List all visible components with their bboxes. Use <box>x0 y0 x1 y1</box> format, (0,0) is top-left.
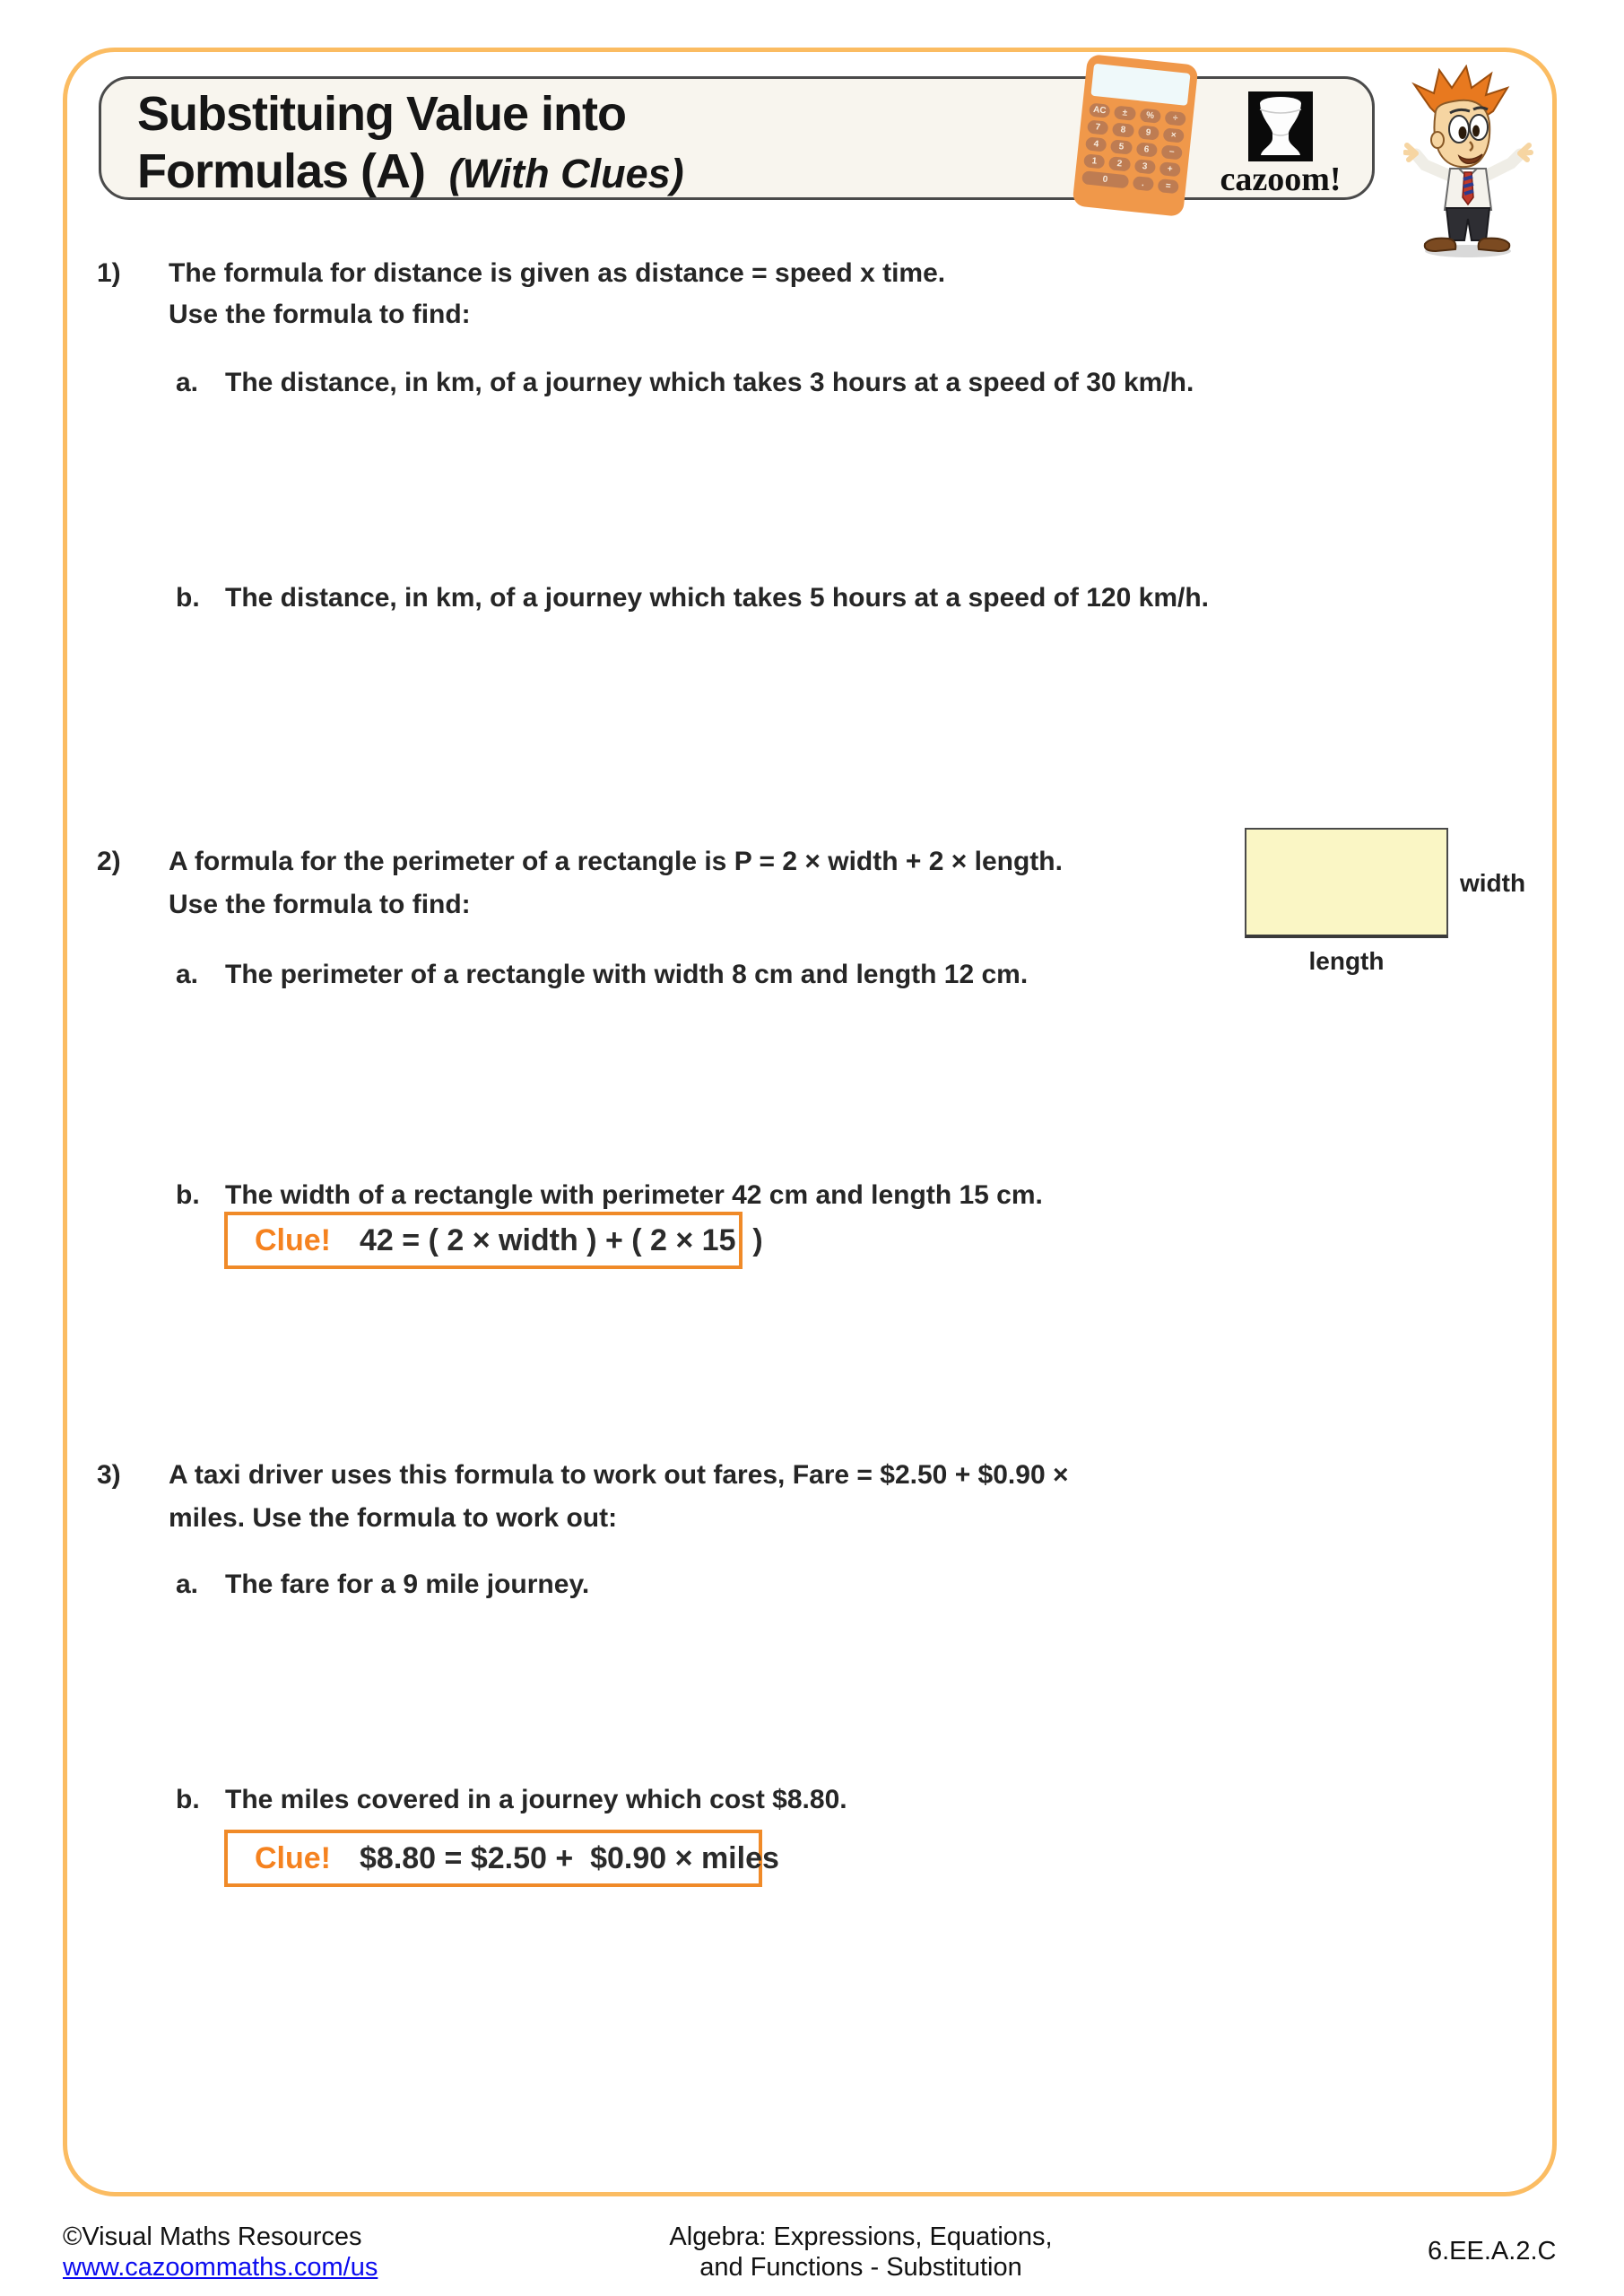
calc-key-percent: % <box>1139 108 1161 123</box>
q3b-clue-box <box>224 1830 779 1887</box>
q2b-clue-label: Clue! <box>255 1222 331 1257</box>
calc-key-equals: = <box>1157 178 1179 194</box>
q3-number: 3) <box>97 1460 121 1490</box>
calc-key-minus: − <box>1160 144 1183 160</box>
rectangle-diagram <box>1245 828 1448 938</box>
q2b-clue-text: 42 = ( 2 × width ) + ( 2 × 15 ) <box>360 1222 763 1257</box>
q3-part-b <box>176 1785 847 1815</box>
page-title-line2-main: Formulas (A) <box>137 144 426 198</box>
q1-intro-line2: Use the formula to find: <box>169 300 471 329</box>
q1b-text: The distance, in km, of a journey which takes 5 hours at a speed of 120 km/h. <box>225 583 1209 613</box>
q1-part-b <box>176 583 1209 613</box>
calculator-illustration <box>1072 54 1198 217</box>
q3a-text: The fare for a 9 mile journey. <box>225 1570 590 1599</box>
calc-key-5: 5 <box>1110 139 1133 154</box>
calc-key-3: 3 <box>1133 159 1156 174</box>
calc-key-multiply: × <box>1162 127 1185 143</box>
q2-intro-line1: A formula for the perimeter of a rectangle is P = 2 × width + 2 × length. <box>169 847 1063 876</box>
q2-intro-line2: Use the formula to find: <box>169 890 471 919</box>
q2b-text: The width of a rectangle with perimeter 42 cm and length 15 cm. <box>225 1180 1043 1210</box>
q1-part-a <box>176 368 1194 398</box>
footer-topic-line2: and Functions - Substitution <box>699 2253 1022 2282</box>
footer-standard-code: 6.EE.A.2.C <box>1428 2237 1557 2266</box>
q2-part-a <box>176 960 1028 990</box>
q2b-letter: b. <box>176 1180 200 1210</box>
q1-intro-line1: The formula for distance is given as distance = speed x time. <box>169 258 946 288</box>
calc-key-7: 7 <box>1087 119 1109 135</box>
q3b-clue-text: $8.80 = $2.50 + $0.90 × miles <box>360 1840 779 1875</box>
q3a-letter: a. <box>176 1570 199 1599</box>
calc-key-2: 2 <box>1108 156 1131 171</box>
page-title-line2 <box>137 144 684 199</box>
page-title-suffix: (With Clues) <box>448 151 684 196</box>
calc-key-0: 0 <box>1081 170 1129 188</box>
q2a-text: The perimeter of a rectangle with width 8 cm and length 12 cm. <box>225 960 1029 989</box>
cazoom-logo-text: cazoom! <box>1220 161 1342 198</box>
q1b-letter: b. <box>176 583 200 613</box>
calc-key-dot: . <box>1132 176 1154 191</box>
q2a-letter: a. <box>176 960 199 989</box>
calc-key-6: 6 <box>1135 142 1158 157</box>
footer-link[interactable]: www.cazoommaths.com/us <box>63 2253 378 2282</box>
q2-part-b <box>176 1180 1043 1211</box>
q3b-text: The miles covered in a journey which cost $8.80. <box>225 1785 847 1814</box>
calc-key-ac: AC <box>1089 103 1111 118</box>
calc-key-9: 9 <box>1137 125 1159 140</box>
calculator-keys <box>1081 103 1186 195</box>
page-title-line1: Substituing Value into <box>137 87 626 141</box>
calc-key-1: 1 <box>1083 153 1106 169</box>
calc-key-plus: + <box>1159 161 1181 177</box>
q2-number: 2) <box>97 847 121 876</box>
q3b-clue-label: Clue! <box>255 1840 331 1875</box>
calc-key-8: 8 <box>1112 122 1134 137</box>
calc-key-4: 4 <box>1085 136 1107 152</box>
q1a-text: The distance, in km, of a journey which takes 3 hours at a speed of 30 km/h. <box>225 368 1194 397</box>
q3b-letter: b. <box>176 1785 200 1814</box>
mascot-character <box>1403 65 1533 260</box>
q3-intro-line1: A taxi driver uses this formula to work out fares, Fare = $2.50 + $0.90 × <box>169 1460 1069 1490</box>
q3-part-a <box>176 1570 589 1600</box>
q1a-letter: a. <box>176 368 199 397</box>
calc-key-divide: ÷ <box>1164 110 1186 126</box>
rectangle-width-label: width <box>1460 869 1526 897</box>
footer-copyright: ©Visual Maths Resources <box>63 2222 362 2251</box>
q2b-clue-box <box>224 1212 763 1269</box>
cazoom-drum-icon <box>1248 91 1313 161</box>
q1-number: 1) <box>97 258 121 288</box>
calc-key-plusminus: ± <box>1114 105 1136 120</box>
rectangle-length-label: length <box>1308 947 1385 975</box>
footer-topic-line1: Algebra: Expressions, Equations, <box>669 2222 1053 2251</box>
q3-intro-line2: miles. Use the formula to work out: <box>169 1503 618 1533</box>
calculator-display <box>1090 64 1190 106</box>
